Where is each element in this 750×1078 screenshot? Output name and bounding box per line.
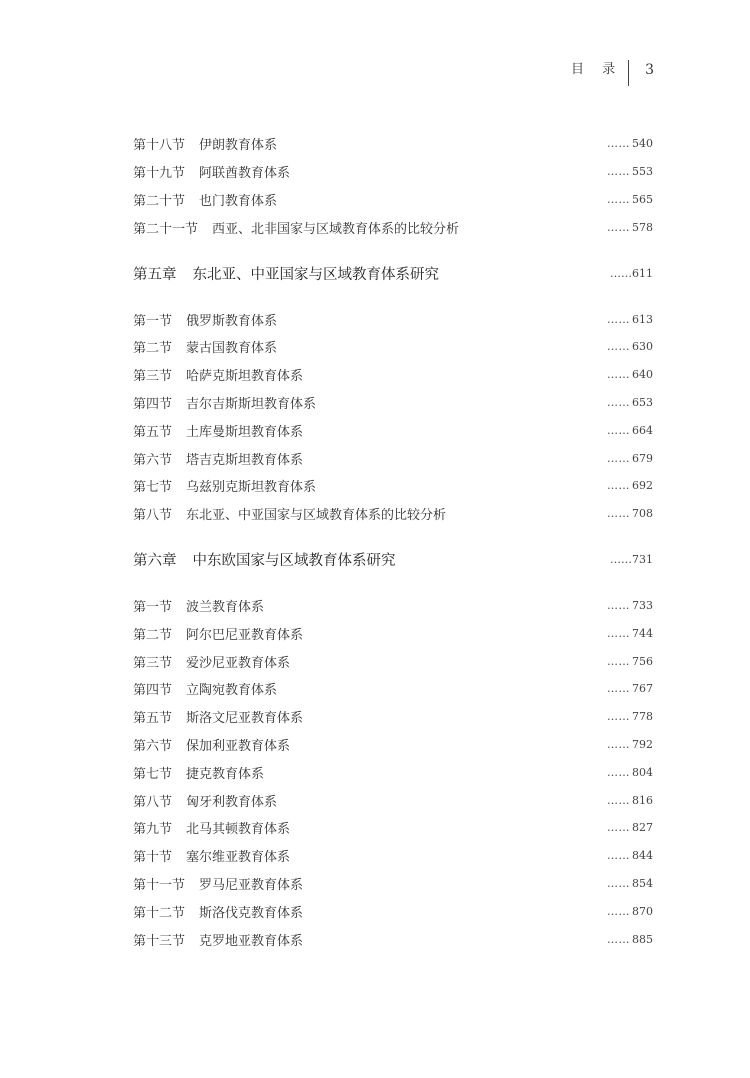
section-page: 640 — [632, 368, 653, 382]
section-page: 854 — [632, 876, 653, 890]
dot-leader: …… — [607, 654, 630, 668]
dot-leader: …… — [607, 368, 630, 382]
toc-entry[interactable] — [133, 814, 653, 842]
toc-entry[interactable] — [133, 592, 653, 620]
toc-entry[interactable] — [133, 842, 653, 870]
toc-entry[interactable] — [133, 416, 653, 444]
chapter-number: 第五章 — [133, 266, 177, 283]
dot-leader: …… — [610, 553, 632, 567]
dot-leader: …… — [607, 737, 630, 751]
section-title: 土库曼斯坦教育体系 — [186, 424, 304, 440]
toc-entry[interactable] — [133, 925, 653, 953]
dot-leader: …… — [607, 821, 630, 835]
section-page: 756 — [632, 654, 653, 668]
section-number: 第五节 — [133, 424, 173, 440]
dot-leader: …… — [607, 710, 630, 724]
section-title: 保加利亚教育体系 — [186, 738, 291, 754]
chapter-title: 中东欧国家与区域教育体系研究 — [192, 553, 396, 570]
dot-leader: …… — [607, 626, 630, 640]
section-number: 第四节 — [133, 396, 173, 412]
section-title: 捷克教育体系 — [186, 766, 265, 782]
toc-entry[interactable] — [133, 619, 653, 647]
section-page: 692 — [632, 479, 653, 493]
dot-leader: …… — [607, 220, 630, 234]
section-number: 第七节 — [133, 480, 173, 496]
section-title: 西亚、北非国家与区域教育体系的比较分析 — [212, 221, 460, 237]
toc-group-chapter6 — [133, 546, 653, 953]
section-page: 885 — [632, 932, 653, 946]
section-number: 第一节 — [133, 599, 173, 615]
chapter-number: 第六章 — [133, 553, 177, 570]
toc-entry[interactable] — [133, 333, 653, 361]
toc-entry[interactable] — [133, 158, 653, 186]
section-number: 第二节 — [133, 341, 173, 357]
section-page: 630 — [632, 340, 653, 354]
toc-entry[interactable] — [133, 361, 653, 389]
toc-entry[interactable] — [133, 870, 653, 898]
section-page: 578 — [632, 220, 653, 234]
dot-leader: …… — [607, 598, 630, 612]
section-number: 第十一节 — [133, 877, 186, 893]
section-title: 克罗地亚教育体系 — [199, 933, 304, 949]
section-number: 第二节 — [133, 627, 173, 643]
section-title: 塞尔维亚教育体系 — [186, 850, 291, 866]
toc-entry[interactable] — [133, 500, 653, 528]
section-page: 708 — [632, 507, 653, 521]
toc-entry[interactable] — [133, 786, 653, 814]
section-title: 阿尔巴尼亚教育体系 — [186, 627, 304, 643]
toc-entry[interactable] — [133, 444, 653, 472]
page-number: 3 — [645, 62, 654, 78]
dot-leader: …… — [607, 682, 630, 696]
toc-entry[interactable] — [133, 703, 653, 731]
toc-entry[interactable] — [133, 472, 653, 500]
section-title: 吉尔吉斯斯坦教育体系 — [186, 396, 317, 412]
dot-leader: …… — [607, 192, 630, 206]
section-page: 816 — [632, 793, 653, 807]
chapter-heading[interactable] — [133, 259, 653, 287]
section-number: 第五节 — [133, 711, 173, 727]
dot-leader: …… — [607, 849, 630, 863]
dot-leader: …… — [607, 451, 630, 465]
section-title: 哈萨克斯坦教育体系 — [186, 369, 304, 385]
section-page: 778 — [632, 710, 653, 724]
section-number: 第十三节 — [133, 933, 186, 949]
dot-leader: …… — [607, 793, 630, 807]
section-title: 北马其顿教育体系 — [186, 822, 291, 838]
dot-leader: …… — [607, 932, 630, 946]
toc-group-chapter4-tail — [133, 130, 653, 241]
dot-leader: …… — [607, 876, 630, 890]
section-page: 553 — [632, 165, 653, 179]
dot-leader: …… — [607, 395, 630, 409]
section-title: 罗马尼亚教育体系 — [199, 877, 304, 893]
section-page: 744 — [632, 626, 653, 640]
section-title: 伊朗教育体系 — [199, 138, 278, 154]
chapter-page: 611 — [632, 266, 653, 280]
toc-entry[interactable] — [133, 389, 653, 417]
section-number: 第八节 — [133, 508, 173, 524]
chapter-page: 731 — [632, 553, 653, 567]
section-page: 804 — [632, 765, 653, 779]
section-title: 匈牙利教育体系 — [186, 794, 278, 810]
section-page: 565 — [632, 192, 653, 206]
section-number: 第七节 — [133, 766, 173, 782]
toc-entry[interactable] — [133, 130, 653, 158]
section-number: 第十八节 — [133, 138, 186, 154]
section-title: 俄罗斯教育体系 — [186, 313, 278, 329]
toc-entry[interactable] — [133, 647, 653, 675]
section-title: 斯洛伐克教育体系 — [199, 905, 304, 921]
section-number: 第九节 — [133, 822, 173, 838]
table-of-contents — [133, 130, 653, 953]
running-header — [571, 60, 654, 86]
section-page: 844 — [632, 849, 653, 863]
dot-leader: …… — [607, 904, 630, 918]
toc-entry[interactable] — [133, 213, 653, 241]
section-title: 东北亚、中亚国家与区域教育体系的比较分析 — [186, 508, 447, 524]
section-page: 827 — [632, 821, 653, 835]
toc-entry[interactable] — [133, 675, 653, 703]
dot-leader: …… — [607, 312, 630, 326]
section-number: 第六节 — [133, 452, 173, 468]
section-page: 613 — [632, 312, 653, 326]
section-number: 第十二节 — [133, 905, 186, 921]
section-page: 679 — [632, 451, 653, 465]
toc-group-chapter5 — [133, 259, 653, 527]
section-title: 蒙古国教育体系 — [186, 341, 278, 357]
section-title: 阿联酋教育体系 — [199, 166, 291, 182]
section-number: 第三节 — [133, 655, 173, 671]
section-page: 792 — [632, 737, 653, 751]
section-number: 第二十一节 — [133, 221, 199, 237]
section-page: 540 — [632, 137, 653, 151]
section-page: 664 — [632, 423, 653, 437]
chapter-heading[interactable] — [133, 546, 653, 574]
dot-leader: …… — [607, 137, 630, 151]
toc-entry[interactable] — [133, 758, 653, 786]
section-number: 第四节 — [133, 683, 173, 699]
section-page: 767 — [632, 682, 653, 696]
section-page: 733 — [632, 598, 653, 612]
toc-entry[interactable] — [133, 305, 653, 333]
dot-leader: …… — [607, 765, 630, 779]
toc-entry[interactable] — [133, 897, 653, 925]
toc-entry[interactable] — [133, 186, 653, 214]
section-number: 第二十节 — [133, 193, 186, 209]
section-title: 斯洛文尼亚教育体系 — [186, 711, 304, 727]
section-number: 第三节 — [133, 369, 173, 385]
section-title: 波兰教育体系 — [186, 599, 265, 615]
header-divider — [628, 60, 629, 86]
section-page: 870 — [632, 904, 653, 918]
dot-leader: …… — [607, 340, 630, 354]
section-number: 第六节 — [133, 738, 173, 754]
dot-leader: …… — [607, 165, 630, 179]
section-number: 第一节 — [133, 313, 173, 329]
dot-leader: …… — [607, 507, 630, 521]
section-number: 第十节 — [133, 850, 173, 866]
section-number: 第八节 — [133, 794, 173, 810]
chapter-title: 东北亚、中亚国家与区域教育体系研究 — [192, 266, 439, 283]
section-title: 也门教育体系 — [199, 193, 278, 209]
section-title: 爱沙尼亚教育体系 — [186, 655, 291, 671]
section-title: 立陶宛教育体系 — [186, 683, 278, 699]
toc-entry[interactable] — [133, 731, 653, 759]
section-title: 塔吉克斯坦教育体系 — [186, 452, 304, 468]
dot-leader: …… — [607, 479, 630, 493]
section-page: 653 — [632, 395, 653, 409]
running-header-title: 目 录 — [570, 62, 623, 77]
section-title: 乌兹别克斯坦教育体系 — [186, 480, 317, 496]
dot-leader: …… — [610, 266, 632, 280]
dot-leader: …… — [607, 423, 630, 437]
section-number: 第十九节 — [133, 166, 186, 182]
